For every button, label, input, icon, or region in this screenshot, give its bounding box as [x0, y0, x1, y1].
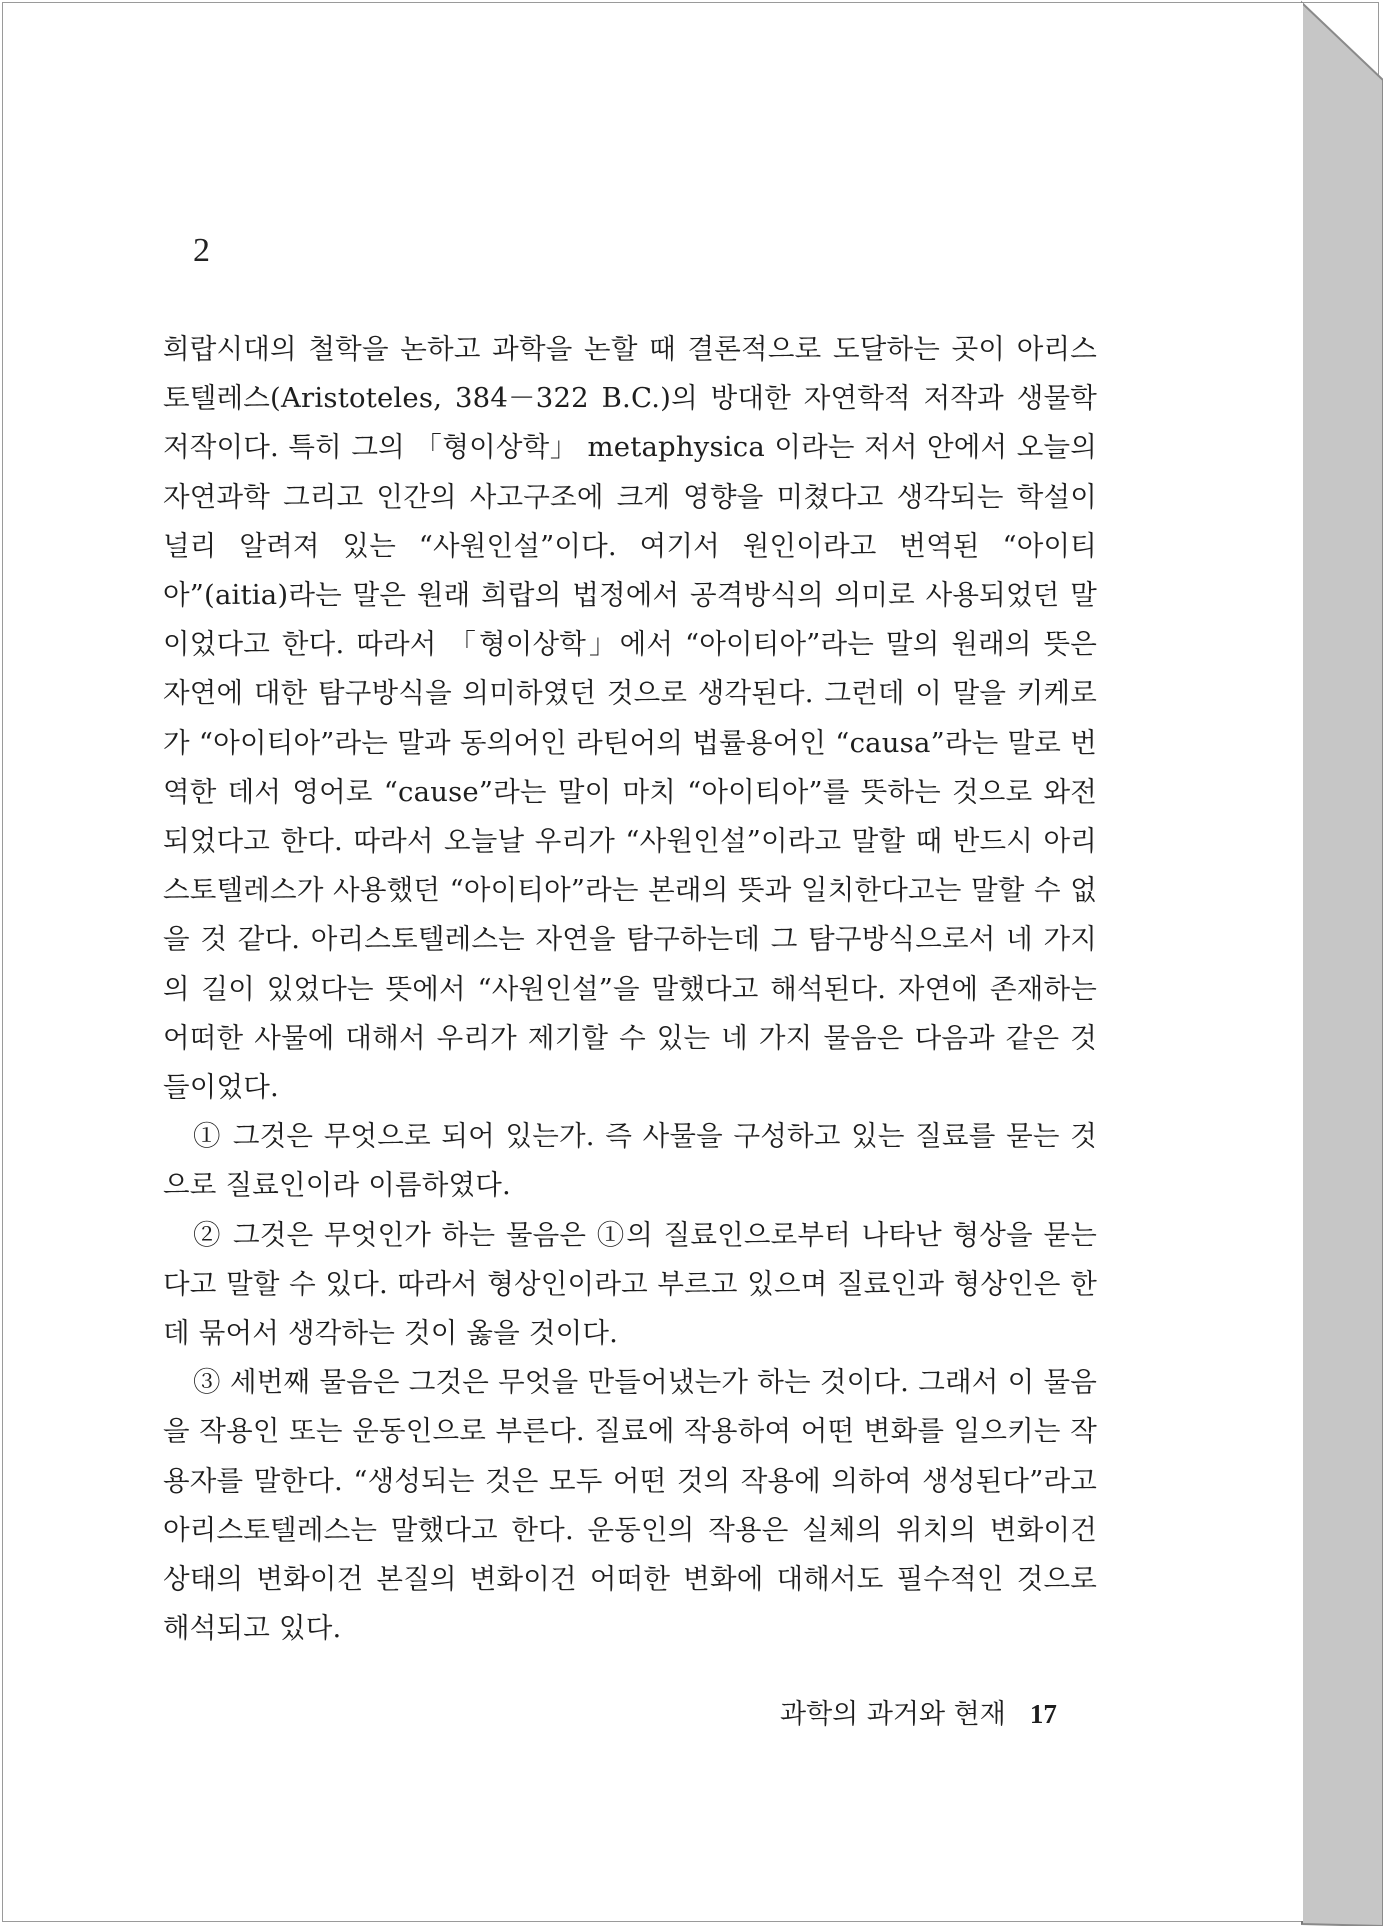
paragraph-efficient-cause: ③ 세번째 물음은 그것은 무엇을 만들어냈는가 하는 것이다. 그래서 이 물음을 작용인 또는 운동인으로 부른다. 질료에 작용하여 어떤 변화를 일으키는 작용자를 말한다. “생성되는 것은 모두 어떤 것의 작용에 의하여 생성된다”라고 아리스토텔레스는 말했다고 한다. 운동인의 작용은 실체의 위치의 변화이건 상태의 변화이건 본질의 변화이건 어떠한 변화에 대해서도 필수적인 것으로 해석되고 있다.: [163, 1366, 1097, 1645]
page-number: 17: [1029, 1699, 1057, 1729]
body-text: [163, 325, 1097, 1653]
paragraph-intro: 희랍시대의 철학을 논하고 과학을 논할 때 결론적으로 도달하는 곳이 아리스토텔레스(Aristoteles, 384－322 B.C.)의 방대한 자연학적 저작과 생물학 저작이다. 특히 그의 「형이상학」 metaphysica 이라는 저서 안에서 오늘의 자연과학 그리고 인간의 사고구조에 크게 영향을 미쳤다고 생각되는 학설이 널리 알려져 있는 “사원인설”이다. 여기서 원인이라고 번역된 “아이티아”(aitia)라는 말은 원래 희랍의 법정에서 공격방식의 의미로 사용되었던 말이었다고 한다. 따라서 「형이상학」에서 “아이티아”라는 말의 원래의 뜻은 자연에 대한 탐구방식을 의미하였던 것으로 생각된다. 그런데 이 말을 키케로가 “아이티아”라는 말과 동의어인 라틴어의 법률용어인 “causa”라는 말로 번역한 데서 영어로 “cause”라는 말이 마치 “아이티아”를 뜻하는 것으로 와전되었다고 한다. 따라서 오늘날 우리가 “사원인설”이라고 말할 때 반드시 아리스토텔레스가 사용했던 “아이티아”라는 본래의 뜻과 일치한다고는 말할 수 없을 것 같다. 아리스토텔레스는 자연을 탐구하는데 그 탐구방식으로서 네 가지의 길이 있었다는 뜻에서 “사원인설”을 말했다고 해석된다. 자연에 존재하는 어떠한 사물에 대해서 우리가 제기할 수 있는 네 가지 물음은 다음과 같은 것들이었다.: [163, 333, 1097, 1104]
paragraph-material-cause: ① 그것은 무엇으로 되어 있는가. 즉 사물을 구성하고 있는 질료를 묻는 것으로 질료인이라 이름하였다.: [163, 1120, 1097, 1202]
section-number: 2: [193, 232, 210, 269]
running-title: 과학의 과거와 현재: [780, 1699, 1006, 1730]
paragraph-formal-cause: ② 그것은 무엇인가 하는 물음은 ①의 질료인으로부터 나타난 형상을 묻는다고 말할 수 있다. 따라서 형상인이라고 부르고 있으며 질료인과 형상인은 한데 묶어서 생각하는 것이 옳을 것이다.: [163, 1218, 1097, 1350]
page-footer: [780, 1692, 1057, 1731]
